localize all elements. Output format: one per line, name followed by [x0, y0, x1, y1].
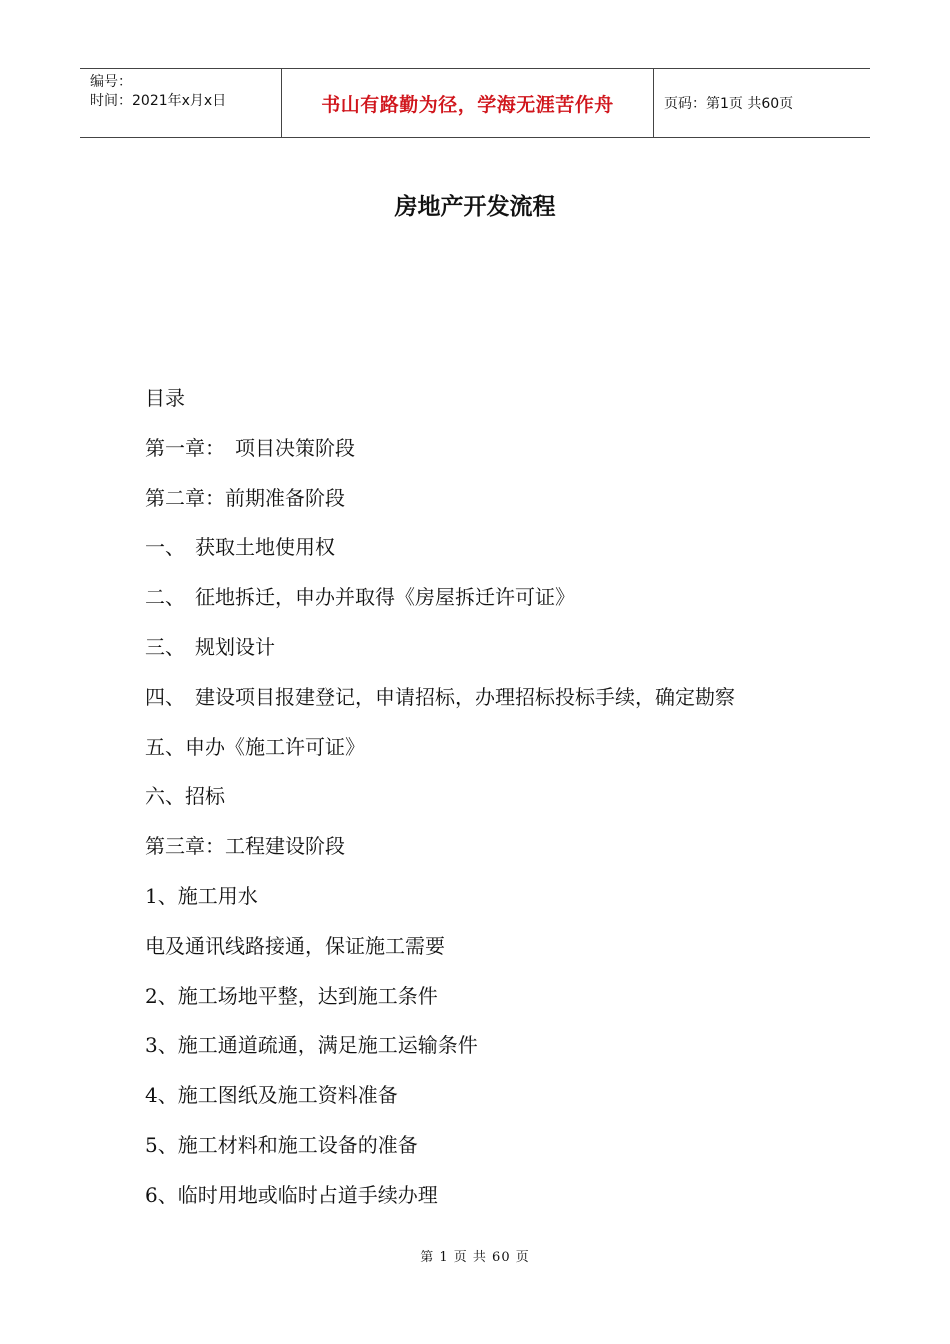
header-meta-cell	[80, 69, 282, 137]
toc-item: 五、申办《施工许可证》	[145, 734, 365, 759]
serial-number-label: 编号：	[90, 74, 132, 90]
toc-item: 三、 规划设计	[145, 634, 275, 659]
toc-item: 1、施工用水	[145, 883, 258, 908]
toc-item: 二、 征地拆迁，申办并取得《房屋拆迁许可证》	[145, 585, 575, 610]
document-title: 房地产开发流程	[394, 194, 556, 220]
toc-item: 第三章：工程建设阶段	[145, 834, 345, 859]
toc-heading: 目录	[145, 386, 185, 410]
toc-item: 5、施工材料和施工设备的准备	[145, 1132, 418, 1157]
toc-item: 六、招标	[145, 784, 225, 809]
date-label: 时间：2021年x月x日	[90, 93, 227, 109]
toc-item: 4、施工图纸及施工资料准备	[145, 1083, 398, 1108]
header-motto: 书山有路勤为径，学海无涯苦作舟	[282, 69, 654, 137]
toc-item: 第一章： 项目决策阶段	[145, 435, 355, 460]
toc-item: 四、 建设项目报建登记，申请招标，办理招标投标手续，确定勘察	[145, 684, 735, 709]
toc-item: 电及通讯线路接通，保证施工需要	[145, 933, 445, 958]
header-page-info: 页码：第1页 共60页	[664, 96, 794, 112]
document-header	[80, 68, 870, 138]
toc-item: 一、 获取土地使用权	[145, 535, 335, 560]
toc-item: 2、施工场地平整，达到施工条件	[145, 983, 438, 1008]
page-footer: 第 1 页 共 60 页	[420, 1250, 530, 1265]
toc-item: 6、临时用地或临时占道手续办理	[145, 1182, 438, 1207]
toc-item: 3、施工通道疏通，满足施工运输条件	[145, 1033, 478, 1058]
table-of-contents	[145, 378, 845, 1225]
toc-item: 第二章：前期准备阶段	[145, 485, 345, 510]
